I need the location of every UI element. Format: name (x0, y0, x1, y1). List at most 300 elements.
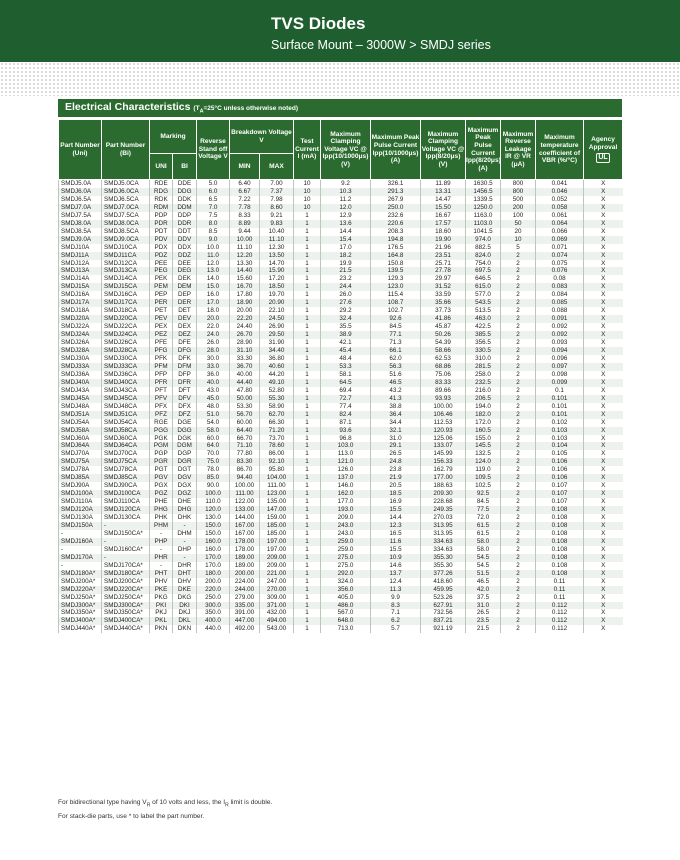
table-cell: 310.0 (466, 355, 501, 363)
table-cell: 21.5 (466, 625, 501, 633)
table-cell: 335.00 (230, 602, 260, 610)
table-cell: SMDJ64A (59, 442, 102, 450)
table-cell: X (584, 546, 623, 554)
table-cell: DEE (173, 260, 197, 268)
table-cell: 50.00 (230, 395, 260, 403)
table-cell: 100.0 (197, 490, 230, 498)
table-cell: 18.90 (230, 299, 260, 307)
table-row (59, 267, 623, 275)
table-cell: 313.95 (421, 530, 466, 538)
table-cell: 494.00 (260, 617, 294, 625)
table-cell: SMDJ28CA (102, 347, 150, 355)
table-cell: 31.90 (260, 339, 294, 347)
table-cell: 147.00 (260, 506, 294, 514)
table-cell: PDZ (150, 252, 173, 260)
table-cell: 2 (501, 514, 536, 522)
table-cell: 37.5 (466, 594, 501, 602)
table-cell: PDT (150, 228, 173, 236)
table-cell: 160.5 (466, 427, 501, 435)
table-cell: DKJ (173, 609, 197, 617)
table-cell: DEZ (173, 331, 197, 339)
table-cell: 120.93 (421, 427, 466, 435)
table-cell: 26.0 (197, 339, 230, 347)
table-cell: 27.78 (421, 267, 466, 275)
col-marking: Marking (150, 120, 197, 154)
table-cell: 5 (501, 244, 536, 252)
table-cell: 111.00 (230, 490, 260, 498)
table-cell: 53.3 (321, 363, 371, 371)
table-cell: X (584, 212, 623, 220)
table-cell: 2 (501, 458, 536, 466)
table-cell: SMDJ16CA (102, 291, 150, 299)
table-cell: SMDJ10A (59, 244, 102, 252)
table-cell: DGK (173, 435, 197, 443)
table-cell: 58.66 (421, 347, 466, 355)
table-cell: 2 (501, 625, 536, 633)
table-cell: SMDJ7.5CA (102, 212, 150, 220)
table-cell: 1 (294, 554, 321, 562)
table-cell: 42.1 (321, 339, 371, 347)
table-cell: 0.092 (536, 331, 584, 339)
table-cell: PHV (150, 578, 173, 586)
table-cell: 167.00 (230, 522, 260, 530)
footnote-stack-die: For stack-die parts, use * to label the part number. (58, 813, 205, 820)
table-cell: 75.0 (197, 458, 230, 466)
table-cell: 26.90 (260, 323, 294, 331)
table-cell: 11.6 (371, 538, 421, 546)
table-cell: SMDJ14A (59, 275, 102, 283)
table-row (59, 554, 623, 562)
table-cell: 1 (294, 586, 321, 594)
table-cell: 1 (294, 435, 321, 443)
table-cell: 1456.5 (466, 188, 501, 196)
table-cell: SMDJ15CA (102, 283, 150, 291)
table-cell: 51.5 (466, 570, 501, 578)
table-cell: 543.5 (466, 299, 501, 307)
table-cell: 95.80 (260, 466, 294, 474)
table-row (59, 594, 623, 602)
table-cell: X (584, 427, 623, 435)
header-banner (0, 0, 680, 62)
table-cell: 22.10 (260, 307, 294, 315)
table-cell: 0.108 (536, 530, 584, 538)
table-cell: X (584, 466, 623, 474)
table-cell: SMDJ43A (59, 387, 102, 395)
table-cell: 0.093 (536, 339, 584, 347)
table-row (59, 435, 623, 443)
table-cell: RGE (150, 419, 173, 427)
table-cell: 300.0 (197, 602, 230, 610)
table-cell: 108.7 (371, 299, 421, 307)
table-cell: 0.112 (536, 609, 584, 617)
table-cell: 12.0 (197, 260, 230, 268)
table-cell: SMDJ6.5CA (102, 196, 150, 204)
table-cell: 22.20 (230, 315, 260, 323)
table-cell: 35.66 (421, 299, 466, 307)
table-cell: 77.1 (371, 331, 421, 339)
table-cell: 5.7 (371, 625, 421, 633)
table-cell: 40.60 (260, 363, 294, 371)
table-cell: 26.70 (230, 331, 260, 339)
table-cell: 0.104 (536, 442, 584, 450)
table-cell: 85.0 (197, 474, 230, 482)
col-bd-min: MIN (230, 154, 260, 180)
table-cell: PHG (150, 506, 173, 514)
table-row (59, 387, 623, 395)
table-cell: 0.103 (536, 427, 584, 435)
table-cell: PGP (150, 450, 173, 458)
table-cell: 732.56 (421, 609, 466, 617)
table-cell: 275.0 (321, 562, 371, 570)
table-row (59, 323, 623, 331)
table-cell: 974.0 (466, 236, 501, 244)
table-cell: 160.0 (197, 538, 230, 546)
col-part-bi: Part Number (Bi) (102, 120, 150, 180)
table-cell: - (59, 546, 102, 554)
table-cell: 113.0 (321, 450, 371, 458)
table-cell: DDR (173, 220, 197, 228)
table-cell: 432.00 (260, 609, 294, 617)
table-cell: 1 (294, 514, 321, 522)
table-cell: X (584, 594, 623, 602)
table-cell: X (584, 331, 623, 339)
table-cell: 2 (501, 291, 536, 299)
table-cell: - (102, 538, 150, 546)
table-cell: 31.0 (371, 435, 421, 443)
table-cell: 2 (501, 411, 536, 419)
table-cell: 75.06 (421, 371, 466, 379)
table-cell: 2 (501, 570, 536, 578)
table-cell: 2 (501, 419, 536, 427)
table-cell: 62.0 (371, 355, 421, 363)
table-cell: 46.5 (371, 379, 421, 387)
table-cell: PER (150, 299, 173, 307)
table-row (59, 617, 623, 625)
table-cell: 24.4 (321, 283, 371, 291)
table-row (59, 395, 623, 403)
table-cell: 29.2 (321, 307, 371, 315)
table-cell: SMDJ100CA (102, 490, 150, 498)
table-cell: 513.5 (466, 307, 501, 315)
table-cell: PFZ (150, 411, 173, 419)
table-cell: 48.0 (197, 403, 230, 411)
footnote-bidirectional: For bidirectional type having $V_R$ of 10 volts and less, the $I_R$ limit is double. (58, 799, 273, 809)
table-cell: DEM (173, 283, 197, 291)
table-cell: 6.0 (197, 188, 230, 196)
table-cell: 10.40 (260, 228, 294, 236)
table-cell: 2 (501, 395, 536, 403)
table-row (59, 196, 623, 204)
table-cell: SMDJ90CA (102, 482, 150, 490)
table-cell: 122.00 (230, 498, 260, 506)
table-cell: 1103.0 (466, 220, 501, 228)
table-cell: DFR (173, 379, 197, 387)
table-cell: 137.0 (321, 474, 371, 482)
table-cell: 1 (294, 371, 321, 379)
table-cell: 104.00 (260, 474, 294, 482)
table-cell: 1 (294, 260, 321, 268)
table-cell: 2 (501, 554, 536, 562)
table-cell: 45.0 (197, 395, 230, 403)
table-cell: 189.00 (230, 562, 260, 570)
table-cell: X (584, 625, 623, 633)
table-cell: SMDJ200A* (59, 578, 102, 586)
table-cell: SMDJ150A (59, 522, 102, 530)
table-cell: PKN (150, 625, 173, 633)
table-cell: 150.0 (197, 522, 230, 530)
table-row (59, 220, 623, 228)
table-cell: 0.11 (536, 586, 584, 594)
table-cell: 418.60 (421, 578, 466, 586)
table-cell: 0.108 (536, 514, 584, 522)
col-tempco: Maximum temperature coefficient of VBR (%/°C) (536, 120, 584, 180)
table-cell: 17.20 (260, 275, 294, 283)
table-cell: SMDJ120A (59, 506, 102, 514)
table-cell: 11.3 (371, 586, 421, 594)
table-cell: SMDJ8.0A (59, 220, 102, 228)
table-row (59, 602, 623, 610)
table-cell: 56.70 (230, 411, 260, 419)
table-cell: SMDJ17A (59, 299, 102, 307)
table-cell: 71.20 (260, 427, 294, 435)
table-cell: 17.0 (197, 299, 230, 307)
table-cell: 29.97 (421, 275, 466, 283)
table-cell: X (584, 323, 623, 331)
table-row (59, 252, 623, 260)
table-cell: 52.80 (260, 387, 294, 395)
table-cell: 185.00 (260, 522, 294, 530)
table-cell: SMDJ13A (59, 267, 102, 275)
table-cell: 0.107 (536, 498, 584, 506)
table-cell: RDG (150, 188, 173, 196)
table-cell: SMDJ18CA (102, 307, 150, 315)
table-cell: 313.95 (421, 522, 466, 530)
table-cell: SMDJ51A (59, 411, 102, 419)
table-cell: 350.0 (197, 609, 230, 617)
table-cell: DFG (173, 347, 197, 355)
table-cell: 0.112 (536, 625, 584, 633)
table-cell: DKL (173, 617, 197, 625)
table-cell: 0.106 (536, 458, 584, 466)
table-cell: 1 (294, 411, 321, 419)
table-cell: 53.30 (230, 403, 260, 411)
table-cell: 646.5 (466, 275, 501, 283)
table-cell: 10 (294, 188, 321, 196)
table-cell: 1 (294, 355, 321, 363)
table-cell: 58.0 (466, 546, 501, 554)
table-cell: 43.0 (197, 387, 230, 395)
table-cell: 243.0 (321, 522, 371, 530)
table-cell: DEK (173, 275, 197, 283)
table-cell: 26.5 (466, 609, 501, 617)
table-cell: 177.00 (421, 474, 466, 482)
table-cell: SMDJ60A (59, 435, 102, 443)
table-cell: 0.069 (536, 236, 584, 244)
table-cell: SMDJ54A (59, 419, 102, 427)
table-cell: 2 (501, 530, 536, 538)
table-cell: 356.5 (466, 339, 501, 347)
table-cell: 9.21 (260, 212, 294, 220)
table-cell: DFE (173, 339, 197, 347)
table-cell: PEE (150, 260, 173, 268)
table-cell: SMDJ30CA (102, 355, 150, 363)
table-cell: 38.9 (321, 331, 371, 339)
table-row (59, 514, 623, 522)
table-cell: 92.5 (466, 490, 501, 498)
table-cell: SMDJ54CA (102, 419, 150, 427)
table-cell: 44.40 (230, 379, 260, 387)
table-cell: 100 (501, 212, 536, 220)
table-cell: 1 (294, 562, 321, 570)
table-row (59, 530, 623, 538)
table-cell: 247.00 (260, 578, 294, 586)
table-cell: X (584, 538, 623, 546)
table-cell: 1 (294, 442, 321, 450)
table-cell: 0.108 (536, 554, 584, 562)
table-cell: 244.00 (230, 586, 260, 594)
table-cell: 150.0 (197, 530, 230, 538)
table-cell: 8.89 (230, 220, 260, 228)
table-cell: 220.6 (371, 220, 421, 228)
table-cell: 197.00 (260, 538, 294, 546)
table-cell: DDZ (173, 252, 197, 260)
table-cell: 1 (294, 578, 321, 586)
table-cell: 206.5 (466, 395, 501, 403)
table-cell: X (584, 602, 623, 610)
table-cell: SMDJ30A (59, 355, 102, 363)
table-row (59, 498, 623, 506)
table-cell: 1 (294, 267, 321, 275)
table-cell: 133.07 (421, 442, 466, 450)
table-cell: 15.4 (321, 236, 371, 244)
table-cell: SMDJ110A (59, 498, 102, 506)
table-cell: 243.0 (321, 530, 371, 538)
table-cell: 144.00 (230, 514, 260, 522)
table-cell: SMDJ440A* (59, 625, 102, 633)
table-cell: 209.0 (321, 514, 371, 522)
table-cell: 2 (501, 371, 536, 379)
table-cell: 155.0 (466, 435, 501, 443)
table-cell: 33.0 (197, 363, 230, 371)
table-cell: 112.53 (421, 419, 466, 427)
table-cell: SMDJ11A (59, 252, 102, 260)
table-cell: - (150, 546, 173, 554)
table-cell: 54.39 (421, 339, 466, 347)
table-cell: SMDJ20A (59, 315, 102, 323)
table-cell: 94.40 (230, 474, 260, 482)
table-cell: 87.1 (321, 419, 371, 427)
table-cell: 500 (501, 196, 536, 204)
table-cell: 2 (501, 594, 536, 602)
table-cell: 6.40 (230, 180, 260, 188)
table-cell: PDX (150, 244, 173, 252)
table-cell: SMDJ300A* (59, 602, 102, 610)
table-cell: 0.101 (536, 403, 584, 411)
table-cell: 34.40 (260, 347, 294, 355)
table-cell: SMDJ40A (59, 379, 102, 387)
table-cell: 69.4 (321, 387, 371, 395)
table-cell: 1 (294, 315, 321, 323)
table-cell: 209.00 (260, 554, 294, 562)
table-cell: 824.0 (466, 252, 501, 260)
table-cell: X (584, 403, 623, 411)
table-cell: 330.5 (466, 347, 501, 355)
table-cell: 0.108 (536, 546, 584, 554)
table-cell: - (173, 522, 197, 530)
table-row (59, 363, 623, 371)
table-cell: 0.046 (536, 188, 584, 196)
table-cell: 126.0 (321, 466, 371, 474)
table-cell: 36.70 (230, 363, 260, 371)
table-cell: 258.0 (466, 371, 501, 379)
table-cell: X (584, 339, 623, 347)
table-cell: PFM (150, 363, 173, 371)
table-cell: SMDJ33CA (102, 363, 150, 371)
table-cell: SMDJ11CA (102, 252, 150, 260)
table-cell: 0.098 (536, 371, 584, 379)
table-cell: 145.99 (421, 450, 466, 458)
table-cell: 71.10 (230, 442, 260, 450)
table-cell: X (584, 220, 623, 228)
table-cell: X (584, 435, 623, 443)
table-cell: 111.00 (260, 482, 294, 490)
table-cell: X (584, 260, 623, 268)
table-cell: 249.35 (421, 506, 466, 514)
table-cell: 27.6 (321, 299, 371, 307)
table-row (59, 275, 623, 283)
table-cell: 1 (294, 275, 321, 283)
table-cell: 21.5 (321, 267, 371, 275)
table-cell: 1 (294, 212, 321, 220)
table-cell: 130.0 (197, 514, 230, 522)
table-cell: 178.00 (230, 546, 260, 554)
table-cell: SMDJ78CA (102, 466, 150, 474)
table-cell: DGM (173, 442, 197, 450)
table-cell: DKE (173, 586, 197, 594)
table-cell: PKJ (150, 609, 173, 617)
table-cell: 72.0 (466, 514, 501, 522)
col-bd-max: MAX (260, 154, 294, 180)
table-cell: 2 (501, 379, 536, 387)
table-cell: 41.86 (421, 315, 466, 323)
table-cell: 16.9 (371, 498, 421, 506)
table-cell: SMDJ12CA (102, 260, 150, 268)
table-cell: 29.50 (260, 331, 294, 339)
table-cell: 492.00 (230, 625, 260, 633)
dotted-pattern (0, 62, 680, 96)
table-cell: SMDJ7.0CA (102, 204, 150, 212)
table-cell: X (584, 188, 623, 196)
table-cell: 15.60 (230, 275, 260, 283)
table-cell: DHR (173, 562, 197, 570)
table-cell: SMDJ130A (59, 514, 102, 522)
table-cell: PFR (150, 379, 173, 387)
table-cell: SMDJ13CA (102, 267, 150, 275)
table-cell: 577.0 (466, 291, 501, 299)
table-cell: 78.60 (260, 442, 294, 450)
table-cell: 189.00 (230, 554, 260, 562)
col-clamp-10-1000: Maximum Clamping Voltage VC @ Ipp(10/1000μs) (V) (321, 120, 371, 180)
table-cell: 0.11 (536, 594, 584, 602)
table-cell: 1 (294, 530, 321, 538)
table-cell: 86.00 (260, 450, 294, 458)
table-cell: SMDJ5.0A (59, 180, 102, 188)
table-cell: 35.5 (321, 323, 371, 331)
table-cell: 2 (501, 260, 536, 268)
table-cell: 8.33 (230, 212, 260, 220)
table-cell: 2 (501, 323, 536, 331)
table-cell: 193.0 (321, 506, 371, 514)
